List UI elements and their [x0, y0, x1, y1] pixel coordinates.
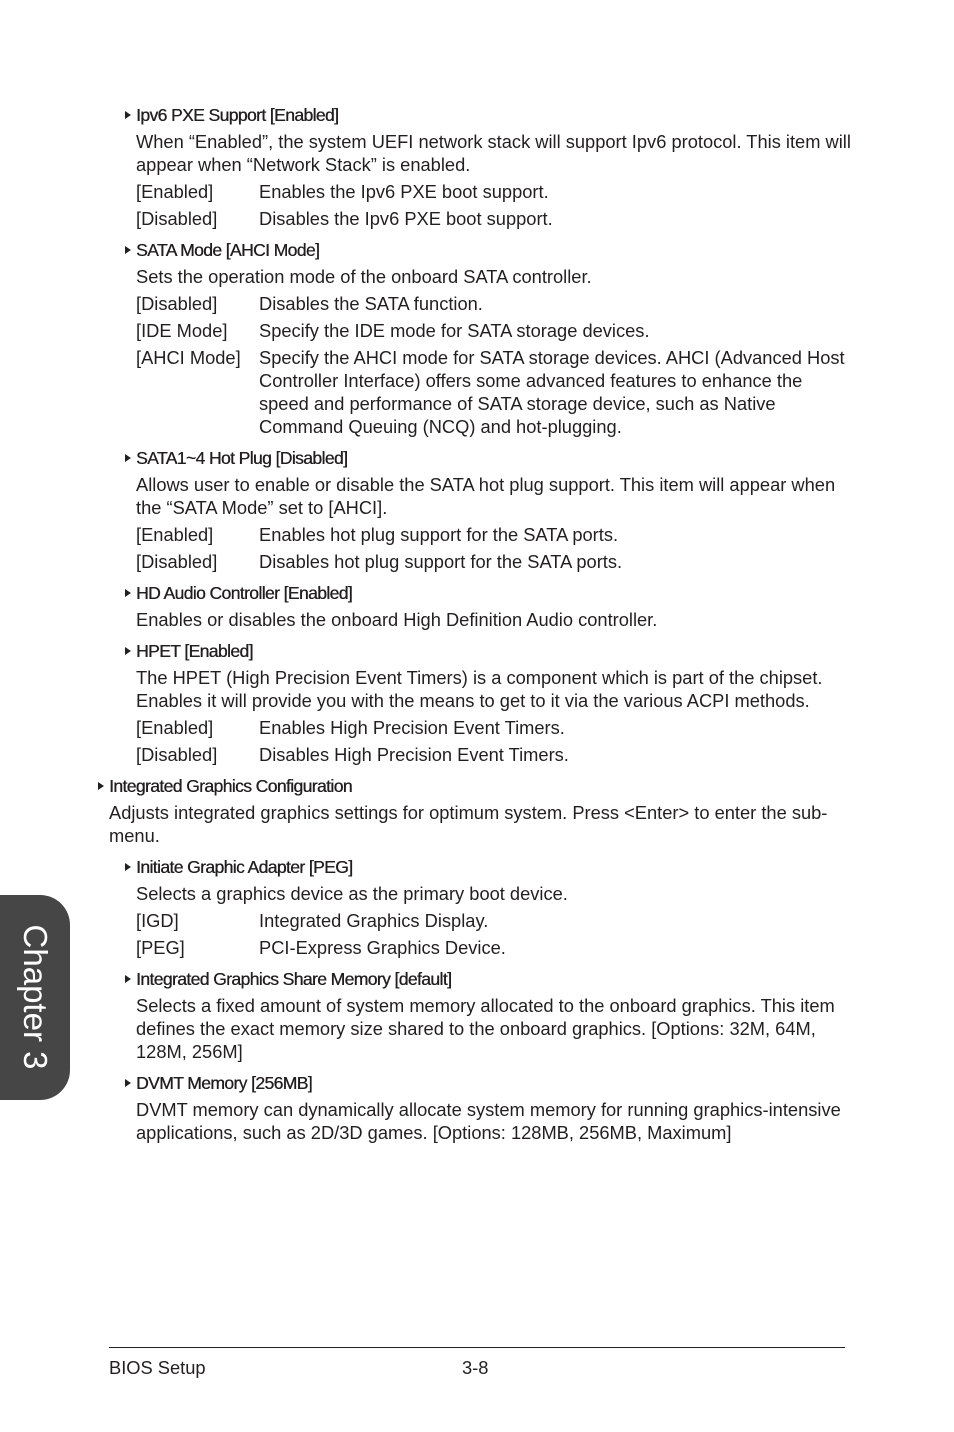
triangle-bullet-icon — [125, 454, 131, 462]
option-row — [136, 523, 851, 546]
heading-text: HPET [Enabled] — [136, 641, 253, 661]
footer-divider — [109, 1347, 845, 1348]
option-row — [136, 743, 851, 766]
section-description: Enables or disables the onboard High Definition Audio controller. — [136, 609, 658, 630]
section-sata-hot-plug — [136, 447, 851, 573]
section-integrated-graphics-share-memory — [136, 968, 851, 1063]
section-description: Allows user to enable or disable the SATA hot plug support. This item will appear when the “SATA Mode” set to [AHCI]. — [136, 474, 836, 518]
option-value: Specify the IDE mode for SATA storage devices. — [259, 320, 650, 341]
option-value: Disables High Precision Event Timers. — [259, 744, 569, 765]
option-key: [Enabled] — [136, 717, 214, 738]
chapter-tab — [0, 895, 70, 1100]
heading-text: DVMT Memory [256MB] — [136, 1073, 312, 1093]
option-row — [136, 936, 851, 959]
section-ipv6-pxe-support — [136, 104, 851, 230]
section-heading — [123, 968, 851, 991]
triangle-bullet-icon — [125, 975, 131, 983]
option-key: [Enabled] — [136, 524, 214, 545]
option-row — [136, 550, 851, 573]
triangle-bullet-icon — [98, 782, 104, 790]
option-key: [Enabled] — [136, 181, 214, 202]
section-hd-audio-controller — [136, 582, 851, 631]
section-description: Sets the operation mode of the onboard SATA controller. — [136, 266, 592, 287]
page-content — [0, 104, 954, 1144]
heading-text: SATA Mode [AHCI Mode] — [136, 240, 320, 260]
section-heading — [96, 775, 851, 798]
option-value: Disables the Ipv6 PXE boot support. — [259, 208, 553, 229]
option-row — [136, 716, 851, 739]
section-description: Selects a fixed amount of system memory allocated to the onboard graphics. This item defines the exact memory size shared to the onboard graphics. [Options: 32M, 64M, 128M, 256M] — [136, 995, 835, 1062]
section-heading — [123, 640, 851, 663]
section-description: The HPET (High Precision Event Timers) is a component which is part of the chipset. Enables it will provide you with the means to get to it via the various ACPI methods. — [136, 667, 823, 711]
triangle-bullet-icon — [125, 1079, 131, 1087]
heading-text: HD Audio Controller [Enabled] — [136, 583, 353, 603]
option-key: [Disabled] — [136, 744, 218, 765]
option-value: Enables High Precision Event Timers. — [259, 717, 565, 738]
option-value: Enables the Ipv6 PXE boot support. — [259, 181, 549, 202]
option-value: Specify the AHCI mode for SATA storage devices. AHCI (Advanced Host Controller Interface) offers some advanced features to enhance the speed and performance of SATA storage device, such as Native Command Queuing (NCQ) and hot-plugging. — [259, 347, 845, 437]
option-row — [136, 909, 851, 932]
option-value: Enables hot plug support for the SATA ports. — [259, 524, 619, 545]
section-dvmt-memory — [136, 1072, 851, 1144]
option-key: [AHCI Mode] — [136, 347, 241, 368]
section-description: DVMT memory can dynamically allocate system memory for running graphics-intensive applications, such as 2D/3D games. [Options: 128MB, 256MB, Maximum] — [136, 1099, 841, 1143]
heading-text: Initiate Graphic Adapter [PEG] — [136, 857, 353, 877]
option-row — [136, 207, 851, 230]
option-key: [Disabled] — [136, 551, 218, 572]
page-number: 3-8 — [462, 1357, 489, 1378]
triangle-bullet-icon — [125, 246, 131, 254]
section-description: Selects a graphics device as the primary boot device. — [136, 883, 568, 904]
section-heading — [123, 239, 851, 262]
section-description: When “Enabled”, the system UEFI network stack will support Ipv6 protocol. This item will appear when “Network Stack” is enabled. — [136, 131, 851, 175]
heading-text: Integrated Graphics Share Memory [default] — [136, 969, 452, 989]
option-key: [IDE Mode] — [136, 320, 228, 341]
section-heading — [123, 1072, 851, 1095]
footer-title: BIOS Setup — [109, 1357, 206, 1378]
triangle-bullet-icon — [125, 589, 131, 597]
option-key: [Disabled] — [136, 293, 218, 314]
chapter-label: Chapter 3 — [17, 924, 54, 1070]
option-value: Disables hot plug support for the SATA ports. — [259, 551, 623, 572]
section-heading — [123, 582, 851, 605]
heading-text: Ipv6 PXE Support [Enabled] — [136, 105, 339, 125]
section-hpet — [136, 640, 851, 766]
option-key: [PEG] — [136, 937, 185, 958]
option-row — [136, 292, 851, 315]
section-heading — [123, 856, 851, 879]
heading-text: SATA1~4 Hot Plug [Disabled] — [136, 448, 348, 468]
option-row — [136, 180, 851, 203]
section-description: Adjusts integrated graphics settings for optimum system. Press <Enter> to enter the sub-menu. — [109, 802, 828, 846]
option-row — [136, 319, 851, 342]
section-heading — [123, 104, 851, 127]
section-initiate-graphic-adapter — [136, 856, 851, 959]
section-heading — [123, 447, 851, 470]
option-row — [136, 346, 851, 438]
heading-text: Integrated Graphics Configuration — [109, 776, 352, 796]
triangle-bullet-icon — [125, 111, 131, 119]
option-value: Integrated Graphics Display. — [259, 910, 489, 931]
option-key: [IGD] — [136, 910, 179, 931]
option-key: [Disabled] — [136, 208, 218, 229]
option-value: Disables the SATA function. — [259, 293, 483, 314]
section-integrated-graphics-configuration — [109, 775, 851, 847]
triangle-bullet-icon — [125, 863, 131, 871]
triangle-bullet-icon — [125, 647, 131, 655]
section-sata-mode — [136, 239, 851, 438]
option-value: PCI-Express Graphics Device. — [259, 937, 506, 958]
